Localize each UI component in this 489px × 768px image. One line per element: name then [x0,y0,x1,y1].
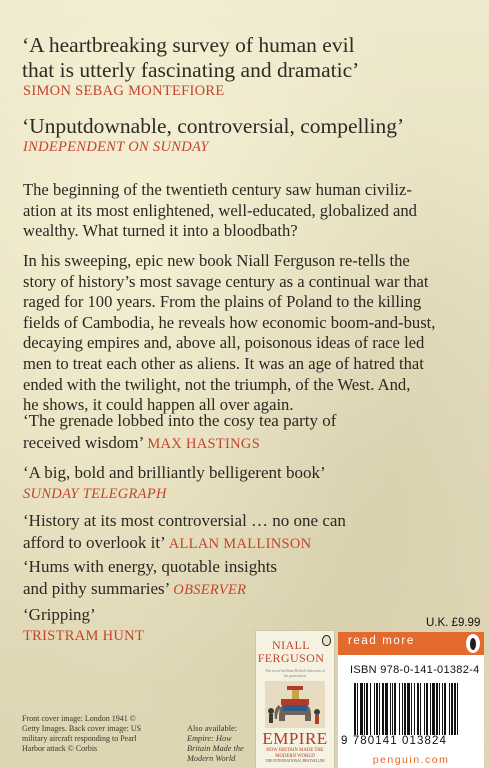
review-attribution: SUNDAY TELEGRAPH [23,485,167,502]
review-line: ‘A big, bold and brilliantly belligerent book’ [23,463,326,482]
read-more-banner [338,632,484,655]
text-line: he shows, it could happen all over again. [23,395,294,415]
publisher-website: penguin.com [372,754,450,766]
penguin-logo-icon [322,635,331,646]
review-line: ‘The grenade lobbed into the cosy tea party of [23,411,337,430]
barcode-number: 9 780141 013824 [341,735,448,747]
blurb-paragraph-2 [23,251,473,416]
review-hastings [23,410,336,455]
author-first-name: NIALL [272,638,310,652]
quote-independent [22,114,404,139]
text-line: In his sweeping, epic new book Niall Ferguson re-tells the [23,251,410,270]
mini-cover-tagline: THE INTERNATIONAL BESTSELLER [265,759,325,763]
quote-line: ‘A heartbreaking survey of human evil [22,33,355,57]
text-line: wealthy. What turned it into a bloodbath? [23,221,298,241]
review-line: and pithy summaries’ [23,578,170,598]
price-label: U.K. £9.99 [426,617,481,629]
text-line: ended with the twilight, not the triumph, of the West. And, [23,374,411,394]
text-line: ation at its most enlightened, well-educated, globalized and [23,200,417,220]
quote-line: that is utterly fascinating and dramatic’ [22,58,360,82]
review-attribution: ALLAN MALLINSON [168,535,312,552]
text-line: story of history’s most savage century as a continual war that [23,271,429,291]
penguin-icon [466,634,480,653]
also-available-note [187,724,251,764]
mini-cover-author [256,639,326,665]
review-observer [23,556,277,601]
empire-cover-thumbnail [256,631,334,768]
review-line: ‘Gripping’ [23,605,96,624]
review-attribution: MAX HASTINGS [147,435,261,452]
review-telegraph [23,462,326,505]
quote-line: ‘Unputdownable, controversial, compelling’ [22,114,405,138]
mini-cover-subtitle: HOW BRITAIN MADE THE MODERN WORLD [266,748,324,759]
review-line: received wisdom’ [23,432,144,452]
barcode-icon [354,683,472,735]
quote-attribution: SIMON SEBAG MONTEFIORE [23,83,225,99]
review-line: ‘History at its most controversial … no one can [23,511,346,530]
blurb-paragraph-1 [23,180,473,242]
review-mallinson [23,510,346,555]
mini-cover-blurb: The most brilliant British historian of his generation [265,668,325,678]
also-available-prefix: Also available: [187,724,237,733]
read-more-label: read more [348,635,415,647]
barcode-panel [338,632,484,768]
text-line: fields of Cambodia, he reveals how economic boom-and-bust, [23,312,436,332]
review-line: ‘Hums with energy, quotable insights [23,557,278,576]
review-line: afford to overlook it’ [23,532,165,552]
author-last-name: FERGUSON [257,651,325,665]
mini-cover-title: EMPIRE [262,729,328,748]
text-line: raged for 100 years. From the plains of Poland to the killing [23,292,422,312]
text-line: decaying empires and, above all, poisonous ideas of race led [23,333,425,353]
text-line: The beginning of the twentieth century saw human civiliz- [23,180,412,199]
elephant-procession-illustration-icon [265,681,325,728]
review-attribution: OBSERVER [173,581,247,598]
also-available-title: Empire: How Britain Made the Modern World [187,734,244,763]
quote-attribution: INDEPENDENT ON SUNDAY [23,139,209,155]
text-line: men to treat each other as aliens. It was an age of hatred that [23,353,424,373]
isbn-label: ISBN 978-0-141-01382-4 [350,664,480,676]
cover-image-credit: Front cover image: London 1941 © Getty Images. Back cover image: US military aircraft responding to Pearl Harbor attack © Corbis [22,714,142,753]
review-hunt [23,604,144,647]
quote-montefiore [22,33,359,83]
review-attribution: TRISTRAM HUNT [23,627,145,644]
